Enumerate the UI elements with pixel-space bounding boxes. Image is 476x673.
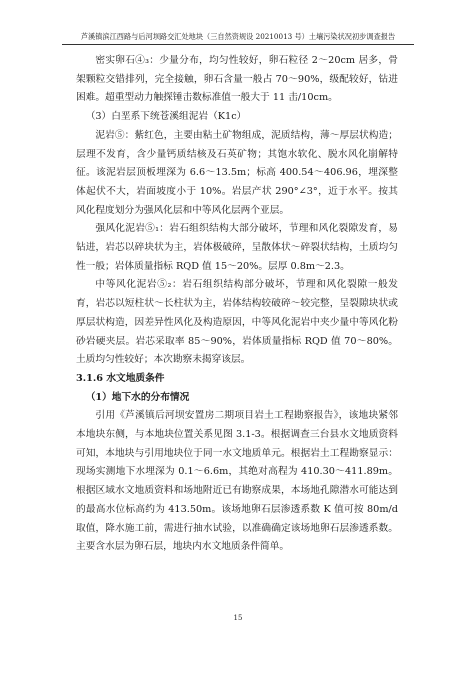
paragraph-strongly-weathered: 强风化泥岩⑤₁：岩石组织结构大部分破坏，节理和风化裂隙发育，易钻进，岩芯以碎块状为主，岩体极破碎，呈散体状～碎裂状结构，土质均匀性一般；岩体质量指标 RQD 值 15～20%。层厚 0.8m～2.3。 [76,223,398,272]
paragraph-dense-gravel: 密实卵石④₃：少量分布，均匀性较好，卵石粒径 2～20cm 居多，骨架颗粒交错排列，完全接触，卵石含量一般占 70～90%，级配较好，钻进困难。超重型动力触探锤击数标准值一般大于 11 击/10cm。 [76,55,398,104]
heading-section-3-1-6: 3.1.6 水文地质条件 [76,372,165,384]
paragraph-groundwater: 引用《芦溪镇后河坝安置房二期项目岩土工程勘察报告》，该地块紧邻本地块东侧，与本地块位置关系见图 3.1-3。根据调查三台县水文地质资料可知，本地块与引用地块位于同一水文地质单元。根据岩土工程勘察显示：现场实测地下水埋深为 0.1～6.6m，其绝对高程为 410.30～411.89m。根据区域水文地质资料和场地附近已有勘察成果，本场地孔隙潜水可能达到的最高水位标高约为 413.50m。该场地卵石层渗透系数 K 值可按 80m/d 取值，降水施工前，需进行抽水试验，以准确确定该场地卵石层渗透系数。主要含水层为卵石层，地块内水文地质条件简单。 [76,410,398,553]
paragraph-moderately-weathered: 中等风化泥岩⑤₂：岩石组织结构部分破坏，节理和风化裂隙一般发育，岩芯以短柱状～长柱状为主，岩体结构较破碎～较完整，呈裂隙块状或厚层状构造，因差异性风化及构造原因，中等风化泥岩中夹少量中等风化粉砂岩硬夹层。岩芯采取率 85～90%，岩体质量指标 RQD 值 70～80%。土质均匀性较好；本次勘察未揭穿该层。 [76,279,398,366]
heading-cretaceous-mudstone: （3）白垩系下统苍溪组泥岩（K1c） [85,111,247,123]
header-divider [62,44,414,45]
heading-groundwater-distribution: （1）地下水的分布情况 [85,391,190,403]
page-body [76,52,398,557]
paragraph-mudstone: 泥岩⑤：紫红色，主要由粘土矿物组成，泥质结构，薄～厚层状构造；层理不发育，含少量钙质结核及石英矿物；其饱水软化、脱水风化崩解特征。该泥岩层顶板埋深为 6.6～13.5m；标高 400.54～406.96，埋深整体起伏不大，岩面坡度小于 10%。岩层产状 290°∠3°，近于水平。按其风化程度划分为强风化层和中等风化层两个亚层。 [76,129,398,216]
running-header: 芦溪镇滨江西路与后河坝路交汇处地块（三自然资规设 20210013 号）土壤污染状况初步调查报告 [80,32,396,41]
page-number: 15 [233,614,243,622]
